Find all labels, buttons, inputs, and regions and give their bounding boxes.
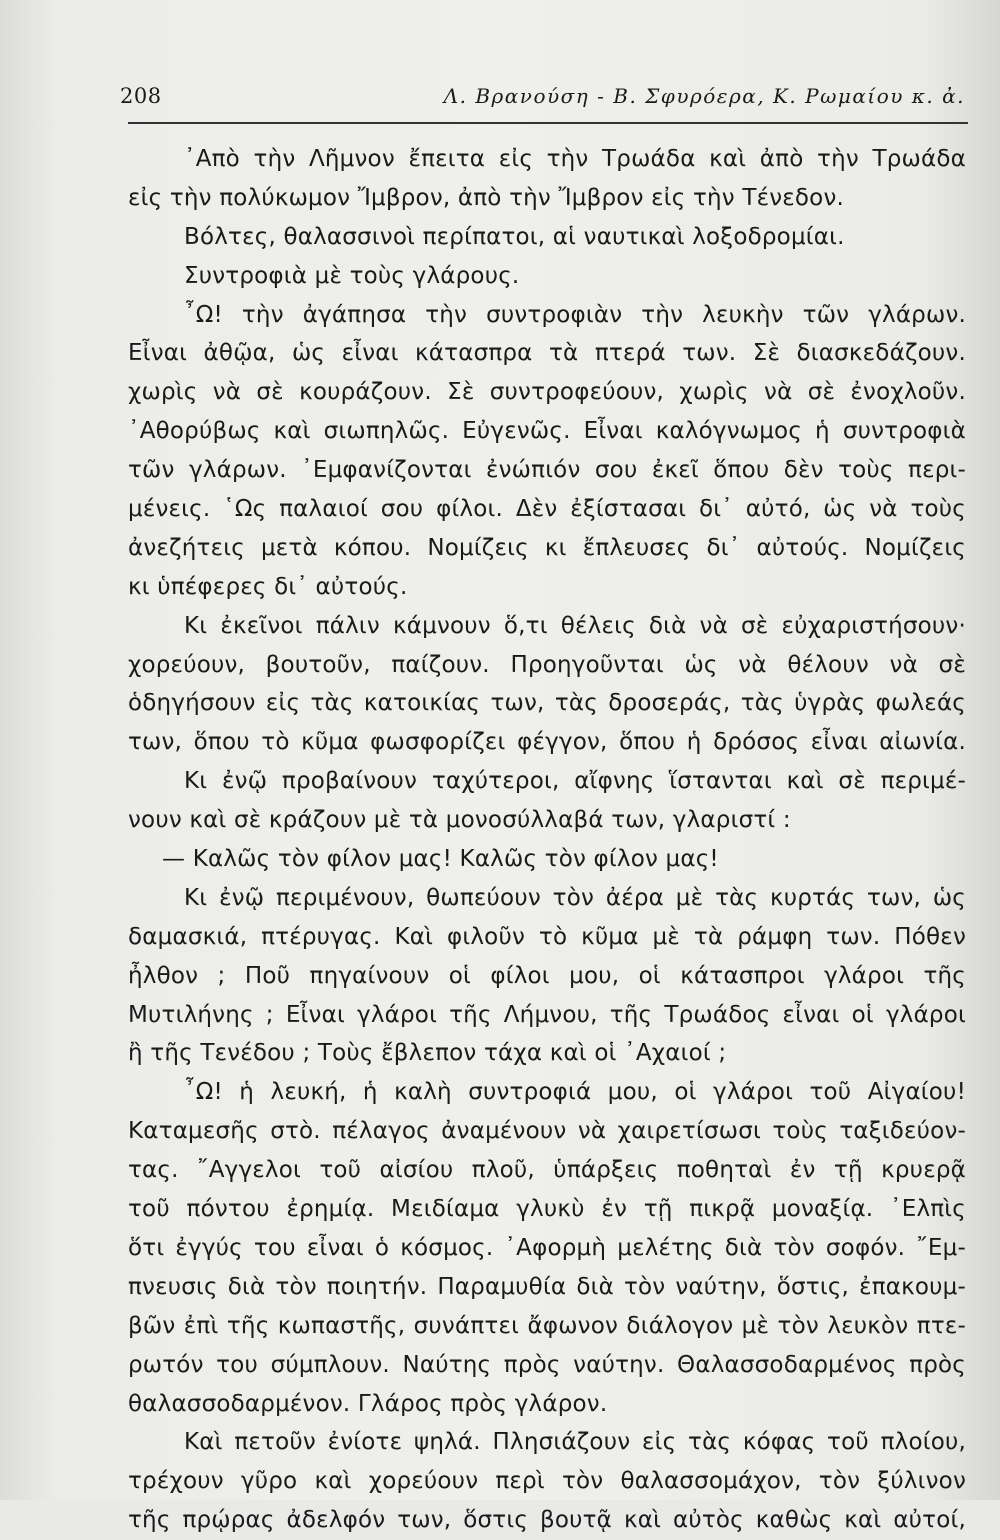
text-line: εἰς τὴν πολύκωμον Ἴμβρον, ἀπὸ τὴν Ἴμβρον εἰς τὴν Τένεδον. [128, 184, 844, 211]
text-line: ᾿Απὸ τὴν Λῆμνον ἔπειτα εἰς τὴν Τρωάδα καὶ ἀπὸ τὴν Τρωάδα [184, 146, 966, 172]
text-line: ῏Ω! ἡ λευκή, ἡ καλὴ συντροφιά μου, οἱ γλάροι τοῦ Αἰγαίου! [184, 1079, 966, 1106]
text-line: Εἶναι ἀθῷα, ὡς εἶναι κάτασπρα τὰ πτερά των. Σὲ διασκεδάζουν. [128, 340, 966, 367]
page-header [120, 84, 965, 114]
text-line: βῶν ἐπὶ τῆς κωπαστῆς, συνάπτει ἄφωνον διάλογον μὲ τὸν λευκὸν πτε- [128, 1312, 966, 1339]
text-line: κι ὑπέφερες δι᾿ αὐτούς. [128, 573, 408, 600]
text-line: Συντροφιὰ μὲ τοὺς γλάρους. [184, 262, 520, 289]
text-line: Καταμεσῆς στὸ. πέλαγος ἀναμένουν νὰ χαιρετίσωσι τοὺς ταξιδεύον- [128, 1118, 966, 1145]
text-line: Μυτιλήνης ; Εἶναι γλάροι τῆς Λήμνου, τῆς Τρωάδος εἶναι οἱ γλάροι [128, 1001, 966, 1028]
text-line: δαμασκιά, πτέρυγας. Καὶ φιλοῦν τὸ κῦμα μὲ τὰ ράμφη των. Πόθεν [128, 923, 966, 950]
text-line: — Καλῶς τὸν φίλον μας! Καλῶς τὸν φίλον μας! [162, 846, 719, 873]
body-text [128, 140, 966, 1540]
text-line: ᾿Αθορύβως καὶ σιωπηλῶς. Εὐγενῶς. Εἶναι καλόγνωμος ἡ συντροφιὰ [128, 418, 966, 445]
text-line: ἢ τῆς Τενέδου ; Τοὺς ἔβλεπον τάχα καὶ οἱ ᾿Αχαιοί ; [128, 1040, 727, 1067]
text-line: ὅτι ἐγγύς του εἶναι ὁ κόσμος. ᾿Αφορμὴ μελέτης διὰ τὸν σοφόν. ῎Εμ- [128, 1234, 966, 1261]
text-line: ῏Ω! τὴν ἀγάπησα τὴν συντροφιὰν τὴν λευκὴν τῶν γλάρων. [184, 301, 966, 328]
text-line: μένεις. ῾Ως παλαιοί σου φίλοι. Δὲν ἐξίστασαι δι᾿ αὐτό, ὡς νὰ τοὺς [128, 496, 966, 523]
text-line: τοῦ πόντου ἐρημίᾳ. Μειδίαμα γλυκὺ ἐν τῇ πικρᾷ μοναξίᾳ. ᾿Ελπὶς [128, 1196, 966, 1223]
header-rule [128, 122, 968, 124]
text-line: τρέχουν γῦρο καὶ χορεύουν περὶ τὸν θαλασσομάχον, τὸν ξύλινον [128, 1468, 966, 1495]
text-line: χορεύουν, βουτοῦν, παίζουν. Προηγοῦνται ὡς νὰ θέλουν νὰ σὲ [128, 651, 966, 678]
text-line: θαλασσοδαρμένον. Γλάρος πρὸς γλάρον. [128, 1390, 608, 1417]
text-line: Καὶ πετοῦν ἐνίοτε ψηλά. Πλησιάζουν εἰς τὰς κόφας τοῦ πλοίου, [184, 1429, 966, 1456]
text-line: ρωτόν του σύμπλουν. Ναύτης πρὸς ναύτην. Θαλασσοδαρμένος πρὸς [128, 1351, 966, 1378]
text-line: ἦλθον ; Ποῦ πηγαίνουν οἱ φίλοι μου, οἱ κάτασπροι γλάροι τῆς [128, 962, 966, 989]
text-line: νουν καὶ σὲ κράζουν μὲ τὰ μονοσύλλαβά των, γλαριστί : [128, 807, 791, 834]
text-line: πνευσις διὰ τὸν ποιητήν. Παραμυθία διὰ τὸν ναύτην, ὅστις, ἐπακουμ- [128, 1273, 966, 1300]
text-line: των, ὅπου τὸ κῦμα φωσφορίζει φέγγον, ὅπου ἡ δρόσος εἶναι αἰωνία. [128, 729, 966, 756]
text-line: τῶν γλάρων. ᾿Εμφανίζονται ἐνώπιόν σου ἐκεῖ ὅπου δὲν τοὺς περι- [128, 457, 966, 484]
running-title: Λ. Βρανούση - Β. Σφυρόερα, Κ. Ρωμαίου κ. ἀ. [443, 84, 965, 108]
text-line: Κι ἐνῷ προβαίνουν ταχύτεροι, αἴφνης ἵστανται καὶ σὲ περιμέ- [184, 768, 966, 795]
text-line: Βόλτες, θαλασσινοὶ περίπατοι, αἱ ναυτικαὶ λοξοδρομίαι. [184, 223, 845, 250]
text-line: Κι ἐνῷ περιμένουν, θωπεύουν τὸν ἀέρα μὲ τὰς κυρτάς των, ὡς [184, 884, 966, 911]
text-line: Κι ἐκεῖνοι πάλιν κάμνουν ὅ,τι θέλεις διὰ νὰ σὲ εὐχαριστήσουν· [184, 612, 966, 639]
text-line: τῆς πρῴρας ἀδελφόν των, ὅστις βουτᾷ καὶ αὐτὸς καθὼς καὶ αὐτοί, [128, 1507, 966, 1534]
text-line: ὁδηγήσουν εἰς τὰς κατοικίας των, τὰς δροσεράς, τὰς ὑγρὰς φωλεάς [128, 690, 966, 717]
page-number: 208 [120, 84, 162, 108]
text-line: χωρὶς νὰ σὲ κουράζουν. Σὲ συντροφεύουν, χωρὶς νὰ σὲ ἐνοχλοῦν. [128, 379, 966, 406]
text-line: ἀνεζήτεις μετὰ κόπου. Νομίζεις κι ἔπλευσες δι᾿ αὐτούς. Νομίζεις [128, 534, 966, 561]
text-line: τας. ῎Αγγελοι τοῦ αἰσίου πλοῦ, ὑπάρξεις ποθηταὶ ἐν τῇ κρυερᾷ [128, 1157, 966, 1184]
